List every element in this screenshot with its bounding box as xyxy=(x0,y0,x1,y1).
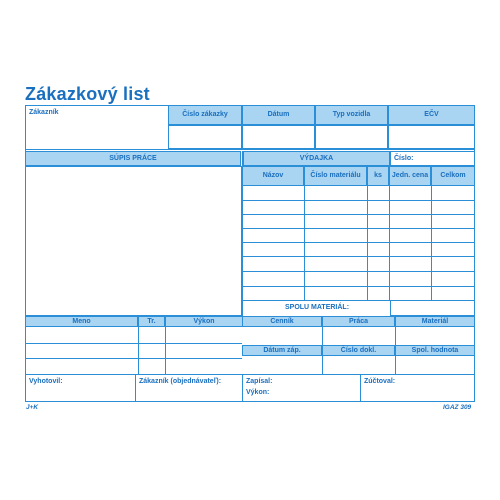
divider xyxy=(138,327,139,374)
col-qty-header: ks xyxy=(367,166,389,186)
expenses-header: VÝDAJKA xyxy=(243,151,390,166)
billed-label: Zúčtoval: xyxy=(364,378,396,385)
total-material-field[interactable] xyxy=(390,300,475,316)
date-header: Dátum xyxy=(242,105,315,125)
col-material-number-header: Číslo materiálu xyxy=(304,166,367,186)
col-work-header: Práca xyxy=(322,316,395,327)
form-title: Zákazkový list xyxy=(25,84,150,104)
order-number-field[interactable] xyxy=(168,125,242,149)
divider xyxy=(367,186,368,300)
issued-by-label: Vyhotovil: xyxy=(29,378,63,385)
form-code: IGAZ 309 xyxy=(443,404,472,411)
table-row xyxy=(242,256,475,257)
vehicle-type-header: Typ vozidla xyxy=(315,105,388,125)
divider xyxy=(242,374,243,402)
col-class-header: Tr. xyxy=(138,316,165,327)
number-label: Číslo: xyxy=(394,155,414,162)
recorded-label: Zapísal: xyxy=(246,378,273,385)
vehicle-type-field[interactable] xyxy=(315,125,388,149)
divider xyxy=(304,186,305,300)
work-description-area[interactable] xyxy=(25,166,242,316)
col-worker-name-header: Meno xyxy=(25,316,138,327)
col-total-value-header: Spol. hodnota xyxy=(395,345,475,356)
work-list-header: SÚPIS PRÁCE xyxy=(25,151,241,166)
table-row xyxy=(242,286,475,287)
col-total-header: Celkom xyxy=(431,166,475,186)
customer-orderer-label: Zákazník (objednávateľ): xyxy=(139,378,222,385)
table-row xyxy=(242,200,475,201)
col-price-list-header: Cenník xyxy=(242,316,322,327)
table-row xyxy=(242,242,475,243)
output-label: Výkon: xyxy=(246,389,270,396)
order-form xyxy=(25,105,475,402)
divider xyxy=(389,186,390,300)
divider xyxy=(165,327,166,374)
customer-label: Zákazník xyxy=(29,109,59,116)
plate-header: EČV xyxy=(388,105,475,125)
table-row xyxy=(242,214,475,215)
publisher-mark: J+K xyxy=(26,404,39,411)
col-unit-price-header: Jedn. cena xyxy=(389,166,431,186)
table-row xyxy=(242,271,475,272)
col-name-header: Názov xyxy=(242,166,304,186)
table-row xyxy=(25,343,242,344)
col-record-date-header: Dátum záp. xyxy=(242,345,322,356)
total-material-label: SPOLU MATERIÁL: xyxy=(285,304,350,311)
order-number-header: Číslo zákazky xyxy=(168,105,242,125)
table-row xyxy=(242,228,475,229)
plate-field[interactable] xyxy=(388,125,475,149)
date-field[interactable] xyxy=(242,125,315,149)
col-doc-number-header: Číslo dokl. xyxy=(322,345,395,356)
col-material-header: Materiál xyxy=(395,316,475,327)
expense-number-field[interactable] xyxy=(390,151,475,166)
col-performance-header: Výkon xyxy=(165,316,243,327)
divider xyxy=(25,149,475,150)
divider xyxy=(360,374,361,402)
divider xyxy=(431,186,432,300)
divider xyxy=(135,374,136,402)
divider xyxy=(25,374,475,375)
table-row xyxy=(25,358,242,359)
